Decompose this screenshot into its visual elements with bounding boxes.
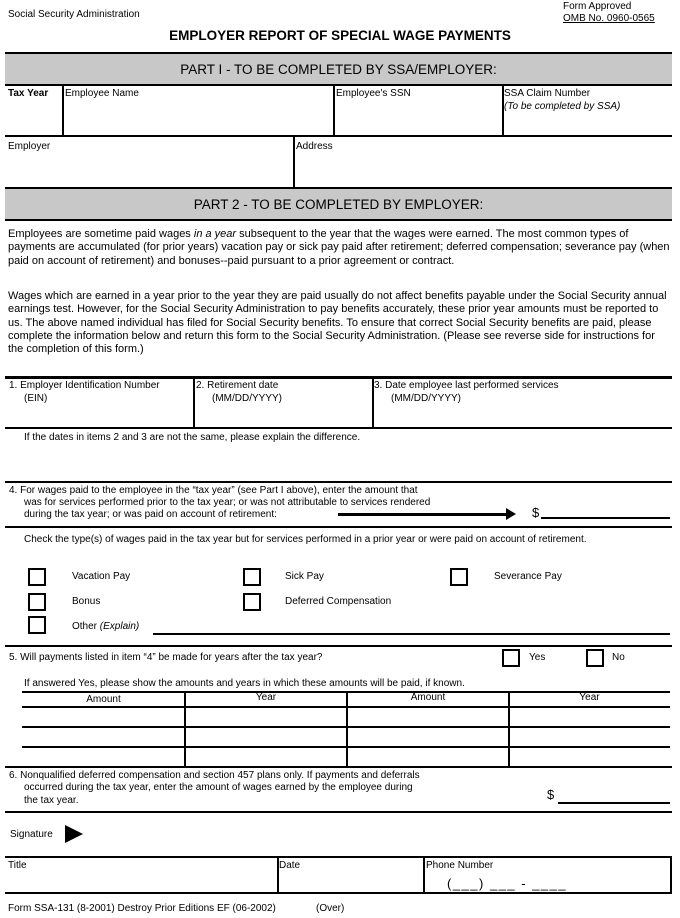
intro-paragraph-1: Employees are sometime paid wages in a year subsequent to the year that the wages were earned. The most common types of payments are accumulated (for prior years) vacation pay or sick pay paid after retirement; deferred compensation; severance pay (when paid on account of retirement) and bonuses--paid pursuant to a prior agreement or contract. bbox=[8, 228, 670, 267]
no-label: No bbox=[612, 652, 625, 663]
dollar-sign: $ bbox=[532, 505, 540, 520]
employee-ssn-label: Employee's SSN bbox=[336, 88, 411, 99]
tax-year-field[interactable] bbox=[6, 102, 60, 132]
item2-label: 2. Retirement date bbox=[196, 380, 279, 391]
other-explain-field[interactable] bbox=[153, 618, 670, 635]
date-field[interactable] bbox=[280, 873, 420, 891]
divider bbox=[333, 85, 335, 136]
employee-name-field[interactable] bbox=[66, 102, 330, 132]
deferred-compensation-checkbox[interactable] bbox=[243, 593, 261, 611]
other-label: Other (Explain) bbox=[72, 621, 140, 632]
divider bbox=[5, 645, 672, 647]
item2-sublabel: (MM/DD/YYYY) bbox=[212, 393, 282, 404]
over-note: (Over) bbox=[316, 903, 345, 914]
bonus-checkbox[interactable] bbox=[28, 593, 46, 611]
item1-label: 1. Employer Identification Number bbox=[9, 380, 160, 391]
address-label: Address bbox=[296, 141, 333, 152]
employer-label: Employer bbox=[8, 141, 51, 152]
retirement-date-field[interactable] bbox=[212, 407, 367, 425]
severance-pay-checkbox[interactable] bbox=[450, 568, 468, 586]
item6-line2: occurred during the tax year, enter the amount of wages earned by the employee during bbox=[24, 782, 413, 793]
divider bbox=[193, 378, 195, 428]
column-header: Year bbox=[579, 692, 600, 703]
arrow-icon bbox=[338, 513, 508, 516]
signature-field[interactable] bbox=[88, 822, 668, 846]
agency-name: Social Security Administration bbox=[8, 9, 140, 20]
item5-label: 5. Will payments listed in item “4” be made for years after the tax year? bbox=[9, 652, 323, 663]
form-number: Form SSA-131 (8-2001) Destroy Prior Editions EF (06-2002) bbox=[8, 903, 276, 914]
tax-year-label: Tax Year bbox=[8, 88, 49, 99]
check-intro: Check the type(s) of wages paid in the tax year but for services performed in a prior year or were paid on account of retirement. bbox=[24, 534, 587, 545]
omb-number: OMB No. 0960-0565 bbox=[563, 13, 655, 24]
employer-field[interactable] bbox=[8, 155, 290, 185]
other-checkbox[interactable] bbox=[28, 616, 46, 634]
phone-label: Phone Number bbox=[426, 860, 494, 871]
date-label: Date bbox=[279, 860, 301, 871]
intro-paragraph-2: Wages which are earned in a year prior to the year they are paid usually do not affect benefits payable under the Social Security annual earnings test. However, for the Social Security Administration to pay benefits accurately, these prior year amounts must be reported to us. The above named individual has filed for Social Security benefits. To ensure that correct Social Security benefits are paid, please complete the information below and return this form to the Social Security Administration. (Please see reverse side for instructions for the completion of this form.) bbox=[8, 290, 667, 356]
title-label: Title bbox=[8, 860, 27, 871]
column-header: Amount bbox=[410, 692, 446, 703]
divider bbox=[5, 526, 672, 528]
item3-sublabel: (MM/DD/YYYY) bbox=[391, 393, 461, 404]
divider bbox=[5, 84, 672, 86]
sick-pay-label: Sick Pay bbox=[285, 571, 324, 582]
no-checkbox[interactable] bbox=[586, 649, 604, 667]
divider bbox=[5, 135, 672, 137]
address-field[interactable] bbox=[298, 155, 668, 185]
divider bbox=[293, 137, 295, 188]
ein-field[interactable] bbox=[24, 407, 189, 425]
divider bbox=[5, 427, 672, 429]
title-field[interactable] bbox=[8, 873, 274, 891]
arrow-head-icon bbox=[506, 508, 516, 520]
divider bbox=[5, 811, 672, 813]
table-line bbox=[346, 692, 348, 767]
item4-line1: 4. For wages paid to the employee in the “tax year” (see Part I above), enter the amount that bbox=[9, 485, 418, 496]
vacation-pay-label: Vacation Pay bbox=[72, 571, 131, 582]
item6-amount-field[interactable] bbox=[558, 788, 670, 804]
yes-label: Yes bbox=[529, 652, 546, 663]
table-line bbox=[508, 692, 510, 767]
vacation-pay-checkbox[interactable] bbox=[28, 568, 46, 586]
item1-sublabel: (EIN) bbox=[24, 393, 48, 404]
signature-label: Signature bbox=[10, 829, 53, 840]
phone-number-field[interactable]: (___) ___ - ____ bbox=[447, 876, 568, 891]
yes-checkbox[interactable] bbox=[502, 649, 520, 667]
item4-line3: during the tax year; or was paid on account of retirement: bbox=[24, 509, 277, 520]
item4-line2: was for services performed prior to the tax year; or was not attributable to services rendered bbox=[24, 497, 431, 508]
sick-pay-checkbox[interactable] bbox=[243, 568, 261, 586]
divider bbox=[5, 219, 672, 221]
divider bbox=[5, 766, 672, 768]
form-approved: Form Approved bbox=[563, 1, 632, 12]
item5-note: If answered Yes, please show the amounts and years in which these amounts will be paid, if known. bbox=[24, 678, 465, 689]
claim-number-note: (To be completed by SSA) bbox=[504, 101, 621, 112]
item3-label: 3. Date employee last performed services bbox=[374, 380, 559, 391]
dollar-sign: $ bbox=[547, 787, 555, 802]
part1-heading: PART I - TO BE COMPLETED BY SSA/EMPLOYER: bbox=[5, 54, 672, 85]
form-title: EMPLOYER REPORT OF SPECIAL WAGE PAYMENTS bbox=[169, 28, 511, 43]
divider bbox=[62, 85, 64, 136]
claim-number-label: SSA Claim Number bbox=[504, 88, 591, 99]
divider bbox=[423, 857, 425, 893]
employee-ssn-field[interactable] bbox=[337, 102, 499, 132]
item6-line1: 6. Nonqualified deferred compensation and section 457 plans only. If payments and deferrals bbox=[9, 770, 420, 781]
dates-explanation-field[interactable] bbox=[24, 448, 664, 478]
dates-note: If the dates in items 2 and 3 are not the same, please explain the difference. bbox=[24, 432, 361, 443]
item6-line3: the tax year. bbox=[24, 795, 79, 806]
column-header: Amount bbox=[86, 694, 121, 705]
column-header: Year bbox=[255, 692, 277, 703]
employee-name-label: Employee Name bbox=[65, 88, 139, 99]
part2-heading: PART 2 - TO BE COMPLETED BY EMPLOYER: bbox=[5, 189, 672, 220]
divider bbox=[5, 376, 672, 379]
table-line bbox=[184, 692, 186, 767]
bonus-label: Bonus bbox=[72, 596, 101, 607]
item4-amount-field[interactable] bbox=[541, 503, 670, 519]
signature-arrow-icon bbox=[65, 825, 83, 843]
divider bbox=[5, 481, 672, 483]
severance-pay-label: Severance Pay bbox=[494, 571, 562, 582]
deferred-compensation-label: Deferred Compensation bbox=[285, 596, 392, 607]
last-service-date-field[interactable] bbox=[391, 407, 661, 425]
